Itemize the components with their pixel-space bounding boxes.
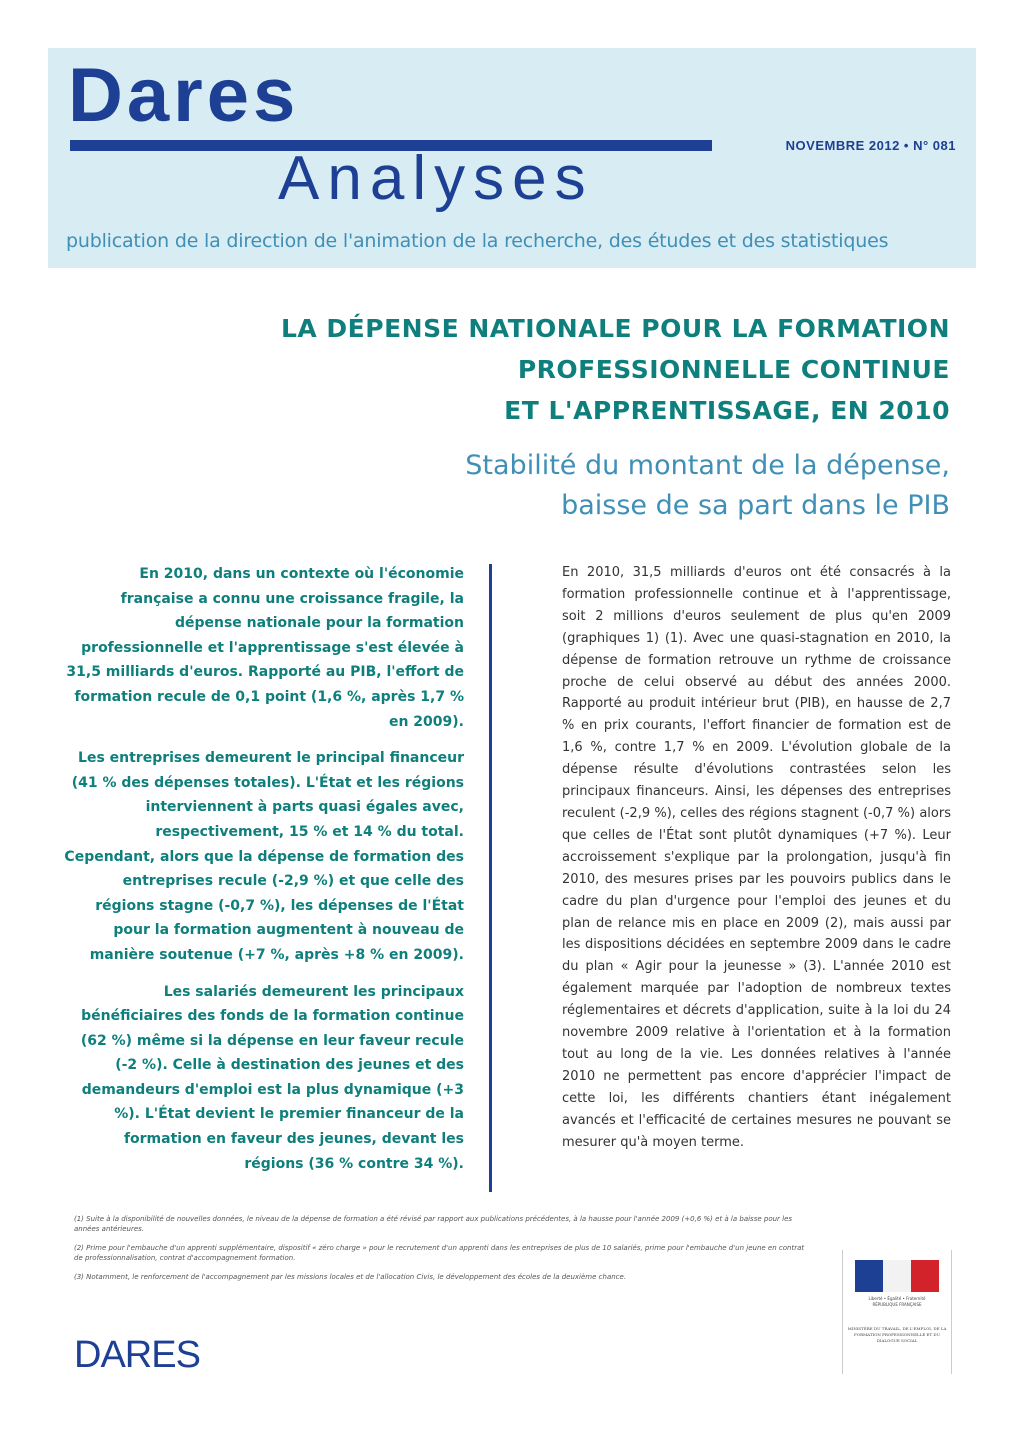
- motto-text: Liberté • Égalité • Fraternité: [868, 1296, 926, 1301]
- subtitle: [230, 446, 950, 526]
- footnotes: [74, 1214, 814, 1291]
- republic-name: RÉPUBLIQUE FRANÇAISE: [872, 1302, 922, 1307]
- summary-paragraph: Les salariés demeurent les principaux bénéficiaires des fonds de la formation continue (62 %) même si la dépense en leur faveur recule (-2 %). Celle à destination des jeunes et des demandeurs d'emploi est la plus dynamique (+3 %). L'État devient le premier financeur de la formation en faveur des jeunes, devant les régions (36 % contre 34 %).: [80, 983, 464, 1172]
- column-divider: [489, 564, 492, 1192]
- main-title-line: PROFESSIONNELLE CONTINUE: [517, 355, 950, 384]
- body-column: [562, 562, 951, 1153]
- footnote: (3) Notamment, le renforcement de l'accompagnement par les missions locales et de l'allocation Civis, le développement des écoles de la deuxième chance.: [74, 1273, 627, 1281]
- ministry-logo: [842, 1250, 952, 1374]
- main-title-line: LA DÉPENSE NATIONALE POUR LA FORMATION: [280, 314, 950, 343]
- subtitle-line: baisse de sa part dans le PIB: [561, 490, 950, 521]
- republic-motto: [847, 1296, 947, 1308]
- marianne-flag-icon: [855, 1260, 939, 1292]
- footnote: (1) Suite à la disponibilité de nouvelles données, le niveau de la dépense de formation a été révisé par rapport aux publications précédentes, à la hausse pour l'année 2009 (+0,6 %) et à la baisse pour les années antérieures.: [74, 1215, 793, 1233]
- summary-column: [64, 562, 464, 1188]
- issue-date: NOVEMBRE 2012 • N° 081: [785, 138, 956, 153]
- footnote: (2) Prime pour l'embauche d'un apprenti supplémentaire, dispositif « zéro charge » pour le recrutement d'un apprenti dans les entreprises de plus de 10 salariés, prime pour l'embauche d'un jeune en contrat de professionnalisation, contrat d'accompagnement formation.: [74, 1244, 805, 1262]
- footer-dares-logo: DARES: [74, 1334, 200, 1376]
- brand-logo-dares: Dares: [68, 53, 300, 138]
- publication-tagline: publication de la direction de l'animation de la recherche, des études et des statistiques: [66, 230, 889, 252]
- body-paragraph: En 2010, 31,5 milliards d'euros ont été consacrés à la formation professionnelle continue et à l'apprentissage, soit 2 millions d'euros seulement de plus qu'en 2009 (graphiques 1) (1). Avec une quasi-stagnation en 2010, la dépense de formation retrouve un rythme de croissance proche de celui observé au début des années 2000. Rapporté au produit intérieur brut (PIB), en hausse de 2,7 % en prix courants, l'effort financier de formation est de 1,6 %, contre 1,7 % en 2009. L'évolution globale de la dépense résulte d'évolutions contrastées selon les principaux financeurs. Ainsi, les dépenses des entreprises reculent (-2,9 %), celles des régions stagnent (-0,7 %) alors que celles de l'État sont plutôt dynamiques (+7 %). Leur accroissement s'explique par la prolongation, jusqu'à fin 2010, des mesures prises par les pouvoirs publics dans le cadre du plan d'urgence pour l'emploi des jeunes et du plan de relance mis en place en 2009 (2), mais aussi par les dispositions décidées en septembre 2009 dans le cadre du plan « Agir pour la jeunesse » (3). L'année 2010 est également marquée par l'adoption de nombreux textes réglementaires et décrets d'application, suite à la loi du 24 novembre 2009 relative à l'orientation et à la formation tout au long de la vie. Les données relatives à l'année 2010 ne permettent pas encore d'apprécier l'impact de cette loi, les différents chantiers étant inégalement avancés et l'efficacité de certaines mesures ne pouvant se mesurer qu'à moyen terme.: [562, 565, 951, 1150]
- subtitle-line: Stabilité du montant de la dépense,: [465, 450, 950, 481]
- main-title-line: ET L'APPRENTISSAGE, EN 2010: [504, 396, 950, 425]
- masthead: [48, 48, 976, 268]
- summary-paragraph: Les entreprises demeurent le principal financeur (41 % des dépenses totales). L'État et les régions interviennent à parts quasi égales avec, respectivement, 15 % et 14 % du total. Cependant, alors que la dépense de formation des entreprises recule (-2,9 %) et que celle des régions stagne (-0,7 %), les dépenses de l'État pour la formation augmentent à nouveau de manière soutenue (+7 %, après +8 % en 2009).: [64, 750, 464, 963]
- main-title: [230, 308, 950, 431]
- ministry-name: MINISTÈRE DU TRAVAIL, DE L'EMPLOI, DE LA FORMATION PROFESSIONNELLE ET DU DIALOGUE SOCIAL: [847, 1326, 947, 1343]
- brand-logo-analyses: Analyses: [278, 144, 594, 213]
- summary-paragraph: En 2010, dans un contexte où l'économie française a connu une croissance fragile, la dépense nationale pour la formation professionnelle et l'apprentissage s'est élevée à 31,5 milliards d'euros. Rapporté au PIB, l'effort de formation recule de 0,1 point (1,6 %, après 1,7 % en 2009).: [66, 566, 464, 730]
